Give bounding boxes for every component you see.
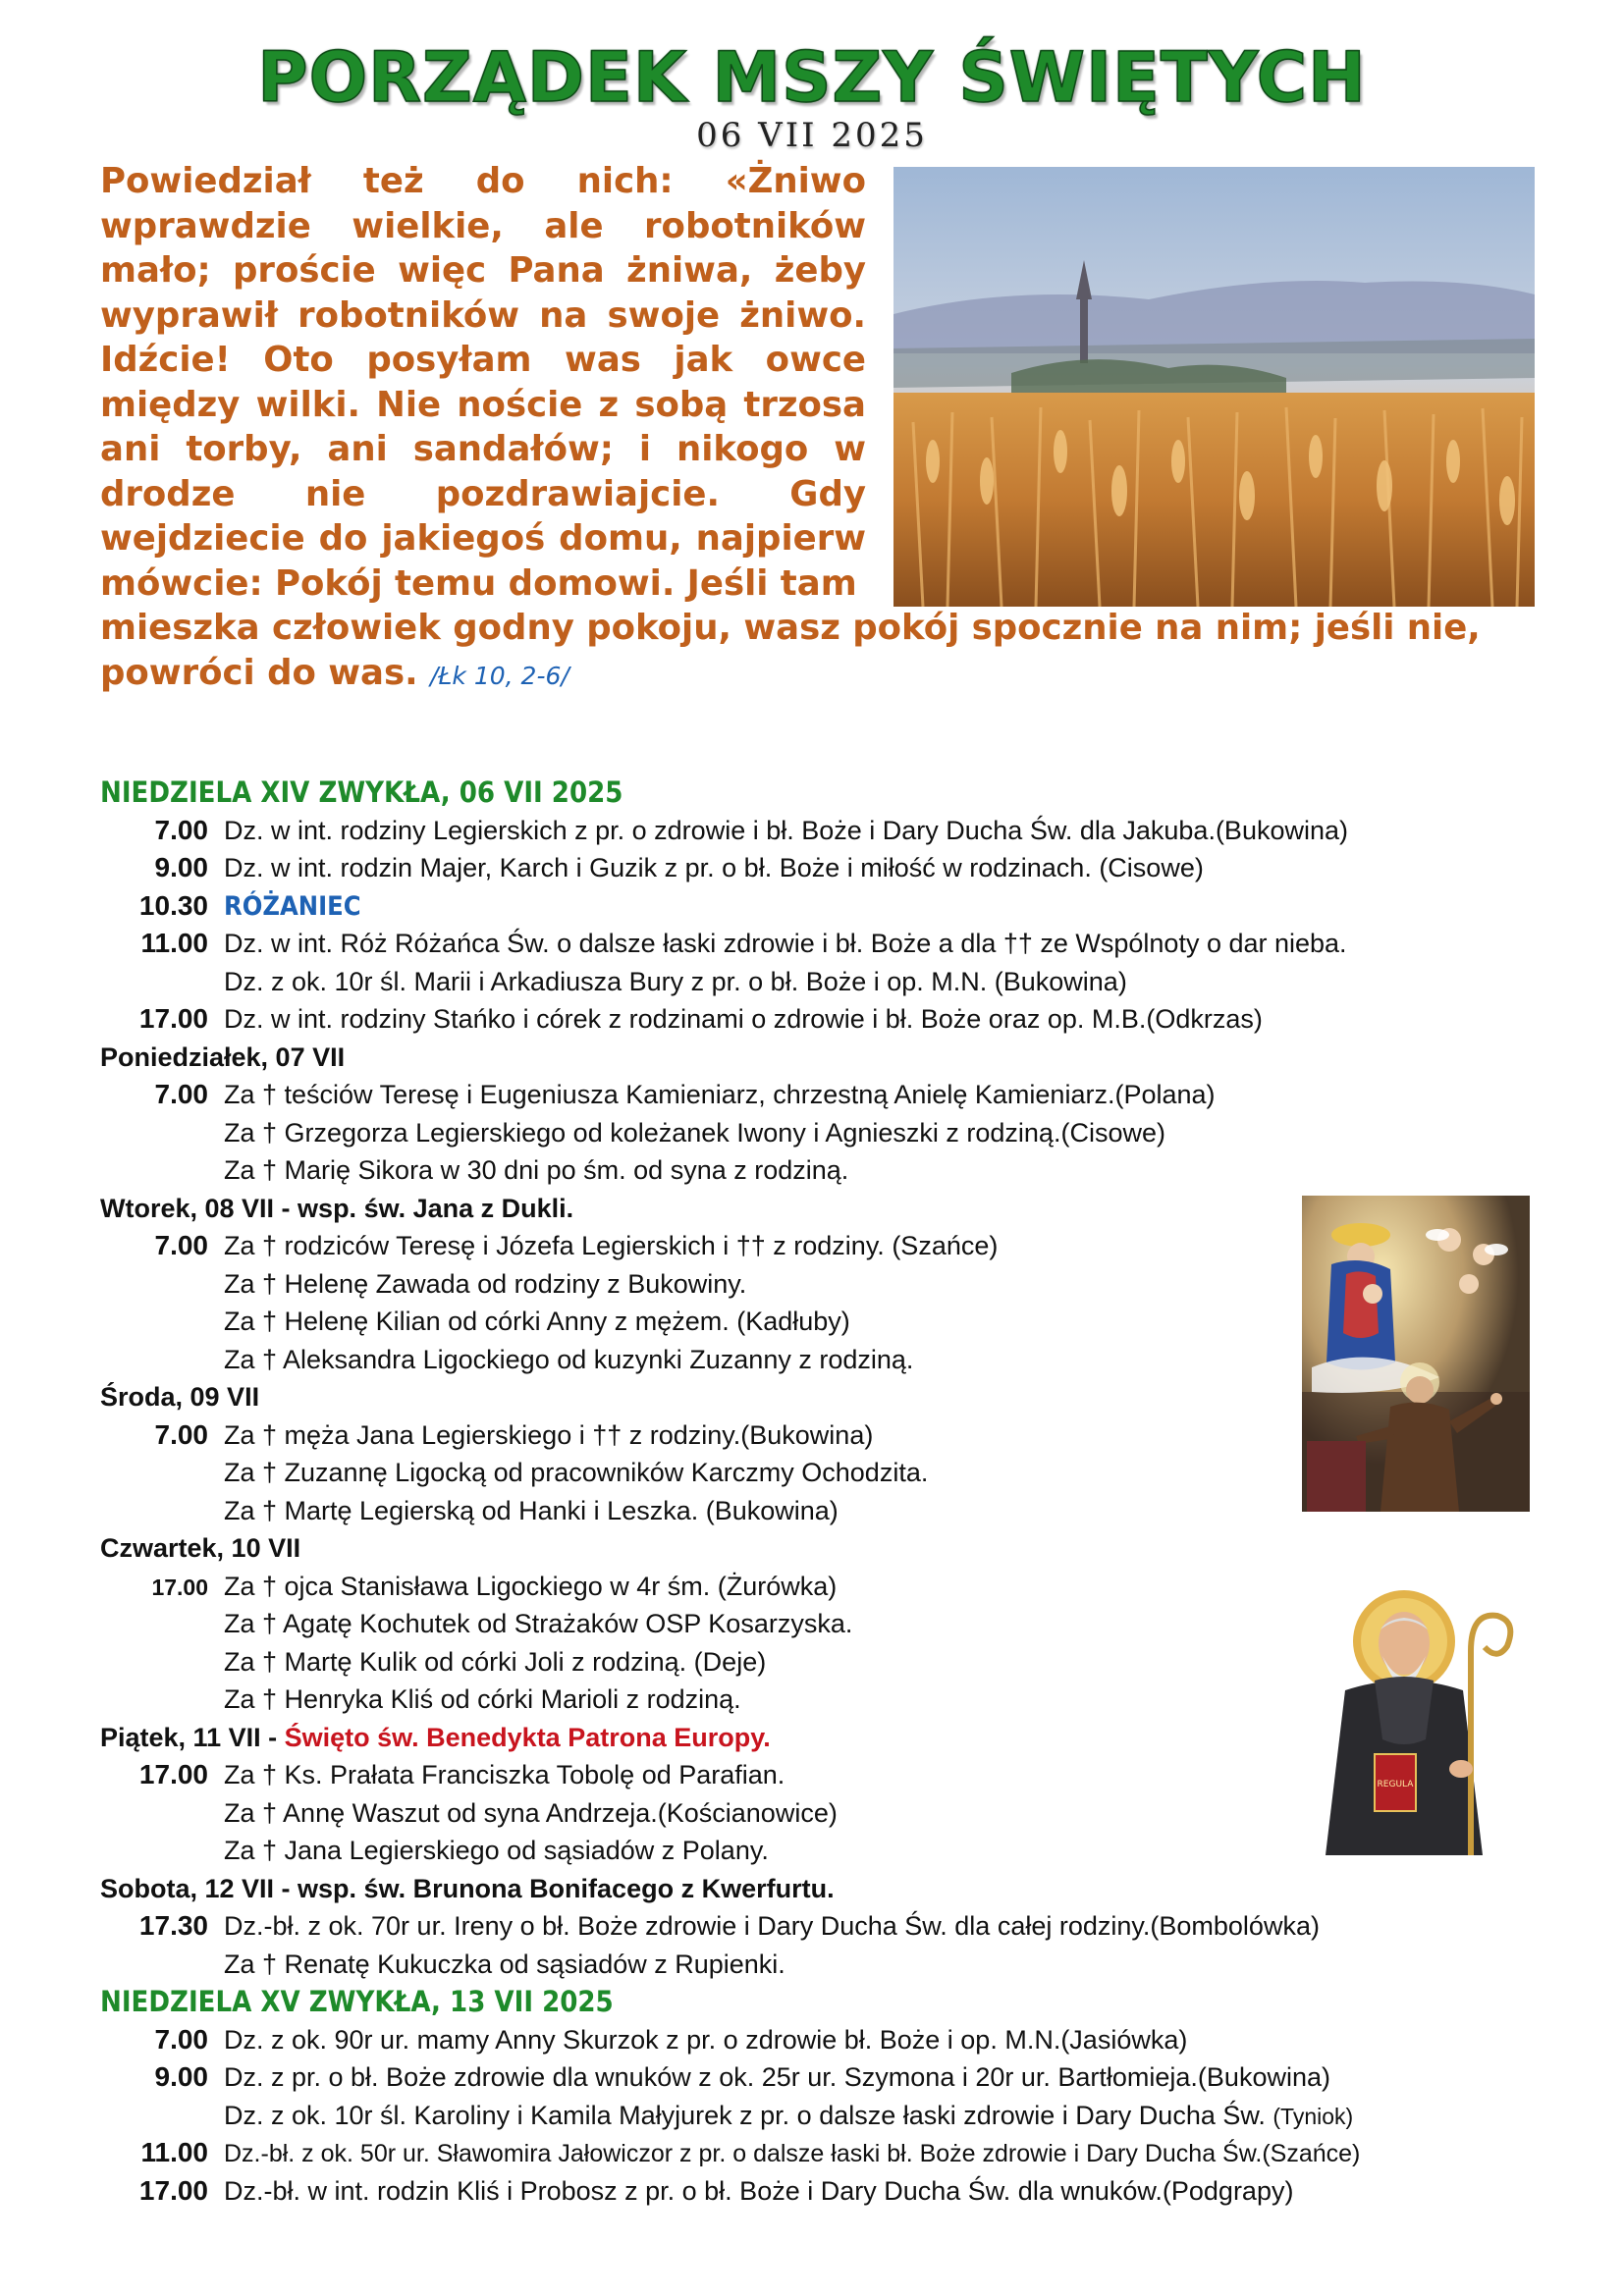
mass-time: 17.00 — [151, 1574, 208, 1600]
mass-time: 17.00 — [138, 1759, 208, 1789]
quote-reference: /Łk 10, 2-6/ — [429, 661, 569, 690]
mass-entry — [100, 2058, 1534, 2097]
mass-intention: Za † Martę Kulik od córki Joli z rodziną. (Deje) — [224, 1646, 767, 1677]
mass-intention: Za † Jana Legierskiego od sąsiadów z Polany. — [224, 1836, 769, 1865]
mass-intention: Dz.-bł. z ok. 50r ur. Sławomira Jałowiczor z pr. o dalsze łaski bł. Boże zdrowie i Dary Ducha Św.(Szańce) — [224, 2140, 1361, 2167]
day-header-monday: Poniedziałek, 07 VII — [100, 1041, 346, 1072]
mass-time: 7.00 — [154, 2023, 208, 2055]
mass-entry — [100, 812, 1534, 850]
mass-entry — [100, 1151, 1534, 1190]
wheat-field-photo — [893, 167, 1535, 607]
mass-entry — [100, 2021, 1534, 2059]
mass-intention: Dz. z ok. 10r śl. Marii i Arkadiusza Bury z pr. o bł. Boże i op. M.N. (Bukowina) — [224, 966, 1127, 996]
day-header-wednesday: Środa, 09 VII — [100, 1382, 260, 1412]
mass-entry — [100, 2134, 1534, 2172]
mass-time: 17.00 — [138, 1003, 208, 1034]
mass-intention: Za † Grzegorza Legierskiego od koleżanek Iwony i Agnieszki z rodziną.(Cisowe) — [224, 1117, 1165, 1148]
mass-intention: Za † Helenę Kilian od córki Anny z mężem. (Kadłuby) — [224, 1307, 850, 1336]
mass-intention: Za † rodziców Teresę i Józefa Legierskich i †† z rodziny. (Szańce) — [224, 1231, 999, 1260]
day-header-sunday: NIEDZIELA XV ZWYKŁA, 13 VII 2025 — [100, 1985, 614, 2018]
mass-entry — [100, 849, 1534, 887]
page-title: PORZĄDEK MSZY ŚWIĘTYCH — [257, 37, 1367, 118]
mass-intention: Za † teściów Teresę i Eugeniusza Kamieniarz, chrzestną Anielę Kamieniarz.(Polana) — [224, 1080, 1216, 1109]
mass-time: 7.00 — [154, 1230, 208, 1260]
rosary-label: RÓŻANIEC — [224, 890, 361, 922]
mass-entry — [100, 1946, 1534, 1984]
mass-intention: Dz. z ok. 90r ur. mamy Anny Skurzok z pr. o zdrowie bł. Boże i op. M.N.(Jasiówka) — [224, 2024, 1188, 2055]
day-header-saturday: Sobota, 12 VII - wsp. św. Brunona Bonifacego z Kwerfurtu. — [100, 1873, 835, 1903]
mass-intention: Dz.-bł. z ok. 70r ur. Ireny o bł. Boże zdrowie i Dary Ducha Św. dla całej rodziny.(Bombolówka) — [224, 1911, 1320, 1941]
mass-intention: Dz.-bł. w int. rodzin Kliś i Probosz z pr. o bł. Boże i Dary Ducha Św. dla wnuków.(Podgrapy) — [224, 2175, 1294, 2206]
mass-time: 11.00 — [140, 2137, 208, 2167]
mass-intention: Za † Annę Waszut od syna Andrzeja.(Kościanowice) — [224, 1797, 838, 1828]
friday-date: Piątek, 11 VII — [100, 1722, 261, 1752]
mass-time: 10.30 — [138, 889, 208, 921]
quote-tail-text: mieszka człowiek godny pokoju, wasz pokój spocznie na nim; jeśli nie, powróci do was. — [100, 608, 1481, 693]
mass-intention: Za † męża Jana Legierskiego i †† z rodziny.(Bukowina) — [224, 1419, 874, 1450]
mass-entry — [100, 925, 1534, 963]
friday-feast: Święto św. Benedykta Patrona Europy. — [284, 1722, 771, 1752]
mass-entry — [100, 963, 1534, 1001]
mass-time: 17.30 — [138, 1910, 208, 1941]
mass-time: 11.00 — [140, 928, 208, 958]
mass-time: 9.00 — [154, 2061, 208, 2092]
mass-intention: Za † Zuzannę Ligocką od pracowników Karczmy Ochodzita. — [224, 1458, 929, 1487]
day-header-thursday: Czwartek, 10 VII — [100, 1533, 301, 1563]
mass-intention: Dz. w int. rodziny Legierskich z pr. o zdrowie i bł. Boże i Dary Ducha Św. dla Jakuba.(Bukowina) — [224, 815, 1348, 845]
mass-entry — [100, 1000, 1534, 1039]
madonna-and-saint-painting — [1302, 1196, 1530, 1512]
mass-time: 7.00 — [154, 1079, 208, 1109]
mass-intention: Za † Renatę Kukuczka od sąsiadów z Rupienki. — [224, 1949, 785, 1979]
mass-intention: Za † Marię Sikora w 30 dni po śm. od syna z rodziną. — [224, 1155, 849, 1185]
intention-location: (Tyniok) — [1272, 2103, 1354, 2129]
mass-intention: Za † Agatę Kochutek od Strażaków OSP Kosarzyska. — [224, 1609, 853, 1638]
intention-text: Dz. z ok. 10r śl. Karoliny i Kamila Małyjurek z pr. o dalsze łaski zdrowie i Dary Ducha Św. — [224, 2100, 1266, 2130]
mass-intention: Za † Aleksandra Ligockiego od kuzynki Zuzanny z rodziną. — [224, 1344, 914, 1374]
mass-intention: Za † Ks. Prałata Franciszka Tobolę od Parafian. — [224, 1760, 785, 1789]
mass-intention: Dz. w int. Róż Różańca Św. o dalsze łaski zdrowie i bł. Boże a dla †† ze Wspólnoty o dar nieba. — [224, 929, 1347, 958]
mass-intention: Za † Martę Legierską od Hanki i Leszka. (Bukowina) — [224, 1495, 839, 1525]
mass-time: 7.00 — [154, 814, 208, 845]
mass-intention: Dz. z pr. o bł. Boże zdrowie dla wnuków z ok. 25r ur. Szymona i 20r ur. Bartłomieja.(Bukowina) — [224, 2062, 1330, 2092]
mass-intention: Za † Henryka Kliś od córki Marioli z rodziną. — [224, 1684, 741, 1714]
friday-separator: - — [260, 1722, 285, 1752]
quote-text: Powiedział też do nich: «Żniwo wprawdzie wielkie, ale robotników mało; proście więc Pana żniwa, żeby wyprawił robotników na swoje żniwo. Idźcie! Oto posyłam was jak owce między wilki. Nie noście z sobą trzosa ani torby, ani sandałów; i nikogo w drodze nie pozdrawiajcie. Gdy wejdziecie do jakiegoś domu, najpierw mówcie: Pokój temu domowi. Jeśli tam — [100, 161, 866, 604]
quote-tail — [100, 606, 1534, 698]
mass-intention: Dz. w int. rodziny Stańko i córek z rodzinami o zdrowie i bł. Boże oraz op. M.B.(Odkrzas) — [224, 1004, 1263, 1034]
mass-time: 7.00 — [154, 1418, 208, 1450]
mass-entry — [100, 1907, 1534, 1946]
mass-intention — [224, 2097, 1353, 2136]
day-header-sunday: NIEDZIELA XIV ZWYKŁA, 06 VII 2025 — [100, 775, 623, 809]
mass-intention: Za † Helenę Zawada od rodziny z Bukowiny. — [224, 1268, 747, 1299]
mass-entry — [100, 2097, 1534, 2135]
mass-intention: Za † ojca Stanisława Ligockiego w 4r śm. (Żurówka) — [224, 1571, 838, 1601]
mass-entry — [100, 887, 1534, 926]
mass-intention: Dz. w int. rodzin Majer, Karch i Guzik z pr. o bł. Boże i miłość w rodzinach. (Cisowe) — [224, 853, 1204, 882]
mass-time: 9.00 — [154, 852, 208, 882]
mass-entry — [100, 2172, 1534, 2211]
mass-entry — [100, 1076, 1534, 1114]
page-date: 06 VII 2025 — [696, 116, 928, 155]
book-label: REGULA — [1377, 1780, 1414, 1789]
mass-time: 17.00 — [138, 2174, 208, 2206]
day-header-tuesday: Wtorek, 08 VII - wsp. św. Jana z Dukli. — [100, 1193, 574, 1223]
mass-entry — [100, 1114, 1534, 1152]
st-benedict-icon — [1306, 1582, 1524, 1855]
